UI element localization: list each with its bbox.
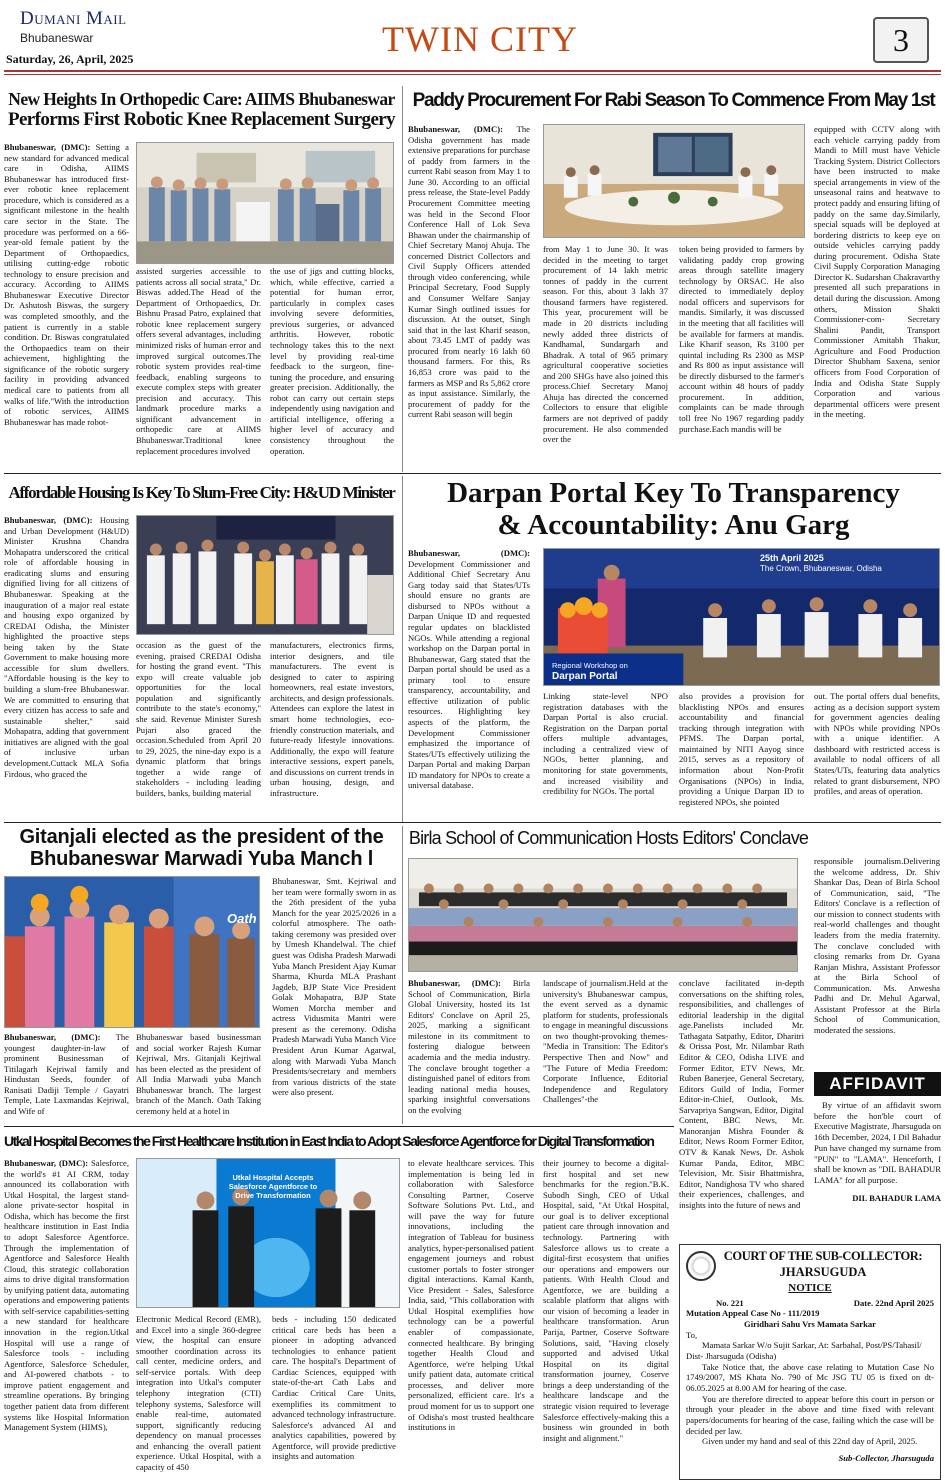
story5-banner-text: Oath (227, 911, 257, 926)
notice-case: Mutation Appeal Case No - 111/2019 (686, 1308, 820, 1319)
story6-column-4 (814, 856, 940, 1068)
story1-headline-line2: Performs First Robotic Knee Replacement Surgery (7, 109, 396, 130)
notice-court: COURT OF THE SUB-COLLECTOR: (723, 1249, 923, 1263)
notice-address: Mamata Sarkar W/o Sujit Sarkar, At: Sarbahal, Post/PS/Tahasil/ Dist- Jharsuguda (Odisha) (686, 1340, 922, 1361)
story5-headline-line2: Bhubaneswar Marwadi Yuba Manch l (29, 848, 374, 870)
story1-column-3 (270, 266, 394, 468)
story4-column-3 (679, 691, 804, 818)
story5-column-1 (4, 1032, 129, 1122)
story3-text-1: Housing and Urban Development (H&UD) Minister Krushna Chandra Mohapatra underscored the critical role of affordable housing in eradicating slums and ensuring dignified living for all citizens of Bhubaneswar. Speaking at the inauguration of a major real estate and housing expo organized by CREDAI Odisha, the Minister highlighted the proactive steps being taken by the State Government to make housing more accessible for slum dwellers. "Affordable housing is the key to building a slum-free Bhubaneswar. We are committed to ensuring that every citizen has access to safe and sustainable shelter," said Mohapatra, adding that government initiatives are aligned with the goal of inclusive urban development.Cuttack MLA Sofia Firdous, who graced the (4, 515, 129, 779)
story1-column-2 (136, 266, 261, 468)
story7-text-3: beds - including 150 dedicated critical care beds has been a pioneer in adopting advanced technologies to enhance patient care. The hospital's Department of Cardiac Sciences, equipped with state-of-the-art Cath Labs and Cardiac Critical Care Units, exemplifies its commitment to advanced technology infrastructure. Salesforce's advanced AI and analytics capabilities, powered by Agentforce, will provide predictive insights and automation (272, 1314, 396, 1462)
story2-column-3 (679, 244, 804, 468)
story3-text-2: occasion as the guest of the evening, praised CREDAI Odisha for hosting the grand event. "This expo will create valuable job opportunities for the local population and significantly contribute to the state's economy," she said. Revenue Minister Suresh Pujari also graced the occasion.Scheduled from April 20 to 29, 2025, the nine-day expo is a dynamic platform that brings together a wide range of stakeholders - including leading builders, banks, building material (136, 640, 261, 798)
story5-text-3: Bhubaneswar, Smt. Kejriwal and her team were formally sworn in as the 26th president of the yuba Manch for the year 2025/2026 in a colorful atmosphere. The oath-taking ceremony was presided over by Umesh Khandelwal. The chief guest was Odisha Pradesh Marwadi Yuba Manch President Ajay Kumar Sharma, Khurda MLA Prashant Jagdeb, BJP State Vice President Golak Mohapatra, BJP State Women Morcha member and actress Vidusmita Mantri were present as the ceremony. Odisha Pradesh Marwadi Yuba Manch Vice President Arun Kumar Agarwal, along with Marwadi Yuba Manch Presidents/secretary and members from various districts of the state were also present. (272, 876, 396, 1098)
notice-paragraph-1: Take Notice that, the above case relating to Mutation Case No 1749/2007, MS Khata No. 790 of Mc JSG TU 05 is fixed on dt-06.05.2025 at 8.00 AM for hearing of the case. (686, 1361, 934, 1393)
affidavit-signature: DIL BAHADUR LAMA (852, 1192, 941, 1203)
story7-text-2: Electronic Medical Record (EMR), and Excel into a single 360-degree view, the hospital can ensure smoother coordination across its call center, medicine orders, and self-service portals. With deep integration into Utkal's computer telephony integration (CTI) telephony systems, Salesforce will enable real-time, automated support, significantly reducing dependency on manual processes and enhancing the overall patient experience. Utkal Hospital, with a capacity of 450 (136, 1314, 261, 1472)
story4-column-4 (814, 691, 940, 818)
story6-text-1: Birla School of Communication, Birla Global University, hosted its 1st Editors' Conclave on April 25, 2025, marking a significant milestone in its commitment to fostering dialogue between academia and the media industry. The conclave brought together a distinguished panel of editors from leading national media houses, sparking insightful conversations on the evolving (408, 978, 530, 1115)
story2-column-4 (814, 124, 940, 468)
notice-number-row (686, 1298, 934, 1309)
story3-dateline: Bhubaneswar, (DMC): (4, 515, 93, 525)
notice-to: To, (686, 1329, 698, 1340)
story3-headline: Affordable Housing Is Key To Slum-Free City: H&UD Minister (8, 483, 395, 502)
court-seal-icon (686, 1251, 716, 1281)
story3-text-3: manufacturers, electronics firms, interior designers, and tile manufacturers. The event is designed to cater to aspiring homeowners, real estate investors, architects, and design professionals. Attendees can explore the latest in smart home technologies, eco-friendly construction materials, and future-ready lifestyle innovations. Additionally, the expo will feature interactive sessions, expert panels, and discussions on current trends in urban housing, design, and infrastructure. (270, 640, 394, 798)
page-number-box (873, 17, 929, 63)
story4-banner-title-1: Regional Workshop on (552, 661, 628, 670)
story4-photo-workshop (543, 548, 940, 686)
story5-dateline: Bhubaneswar, (DMC): (4, 1032, 101, 1042)
horizontal-divider-3 (4, 1126, 674, 1127)
story3-column-3 (270, 640, 394, 817)
story4-text-3: also provides a provision for blacklisting NPOs and ensures accountability and financial tracking through integration with PFMS. The Darpan portal, maintained by NITI Aayog since 2015, serves as a repository of information about Non-Profit Organisations (NPOs) in India, providing a Unique Darpan ID to registered NPOs, she pointed (679, 691, 804, 807)
story2-dateline: Bhubaneswar, (DMC): (408, 124, 503, 134)
story3-column-2 (136, 640, 261, 817)
story2-headline: Paddy Procurement For Rabi Season To Commence From May 1st (412, 90, 935, 111)
story7-headline: Utkal Hospital Becomes the First Healthcare Institution in East India to Adopt Salesforce Agentforce for Digital Transformation (4, 1133, 654, 1149)
story4-text-2: Linking state-level NPO registration databases with the Darpan Portal is also crucial. Registration on the Darpan portal offers multiple advantages, including a centralized view of NGOs, better planning, and monitoring for state governments, and increased visibility and credibility for NGOs. The portal (543, 691, 668, 797)
story6-photo-group (408, 858, 798, 972)
notice-number: No. 221 (716, 1297, 744, 1308)
story6-column-3 (679, 978, 804, 1234)
story1-text-1: Setting a new standard for advanced medical care in Odisha, AIIMS Bhubaneswar has introduced first-ever robotic knee replacement procedure, which is considered as a significant milestone in the health care sector in the State. The procedure was performed on a 66-year-old female patient by the Department of Orthopaedics, utilising cutting-edge robotic technology to ensure precision and accuracy. According to AIIMS Bhubaneswar Executive Director Dr. Ashutosh Biswas, the surgery was completed smoothly, and the patient is currently in a stable condition. Dr. Biswas congratulated the Orthopaedics team on their achievement, highlighting the significance of the robotic surgery facility in providing advanced medical care to patients from all walks of life."With the introduction of robotic services, AIIMS Bhubaneswar has made robot- (4, 142, 129, 427)
issue-date: Saturday, 26, April, 2025 (6, 52, 134, 66)
story7-text-5: their journey to become a digital-first hospital and set new benchmarks for the region."B.K. Subodh Singh, CEO of Utkal Hospital, said, "At Utkal Hospital, our goal is to deliver exceptional patient care through innovation and technology. Partnering with Salesforce allows us to create a digital-first ecosystem that unifies our operations and empowers our patients. With Health Cloud and Agentforce, we are building a scalable platform that aligns with our vision of becoming a leader in healthcare transformation. Arun Parija, Partner, Coserve Software Solutions, said, "Having closely supported and advised Utkal Hospital on its digital transformation journey, Coserve brings a deep understanding of the healthcare landscape and the strategic vision required to leverage Salesforce effectively-making this a business win grounded in both insight and alignment." (543, 1158, 669, 1443)
notice-paragraph-2: You are therefore directed to appear before this court in person or through your pleader in the above and time fixed with relevant papers/documents for hearing of the case, failing which the case will be decided per law. (686, 1393, 934, 1436)
story6-headline: Birla School of Communication Hosts Editors' Conclave (408, 828, 809, 848)
story4-dateline: Bhubaneswar, (DMC): (408, 548, 530, 558)
story3-photo-expo-inauguration (136, 515, 394, 635)
story2-photo-meeting (543, 124, 805, 238)
story5-text-2: Bhubaneswar based businessman and social worker Rajesh Kumar Kejriwal, Mrs. Gitanjali Kejriwal has been elected as the president of All India Marwadi yuba Manch Bhubaneswar branch. The largest branch of the Manch. Oath Taking ceremony held at a hotel in (136, 1032, 261, 1116)
story2-text-3: token being provided to farmers by validating paddy crop growing areas through satellite imagery technology by ORSAC. He also directed to immediately deploy nodal officers and supervisors for mandis. Similarly, it was discussed in the meeting that all facilities will be available for farmers at mandis. Like Kharif season, Rs 3100 per quintal including Rs 2300 as MSP and Rs 800 as input assistance will be directly disbursed to the farmer's account within 48 hours of paddy procurement. In addition, complaints can be made through toll free No 1967 regarding paddy purchase.Each mandis will be (679, 244, 804, 434)
masthead-rule-2 (4, 74, 941, 75)
notice-sign: Sub-Collector, Jharsuguda (838, 1452, 934, 1463)
masthead-rule (4, 70, 941, 72)
story1-column-1 (4, 142, 129, 468)
story1-dateline: Bhubaneswar, (DMC): (4, 142, 91, 152)
story4-banner-venue: The Crown, Bhubaneswar, Odisha (760, 564, 882, 573)
story4-banner-title-2: Darpan Portal (552, 671, 618, 682)
vertical-divider-1 (402, 86, 403, 472)
story1-text-3: the use of jigs and cutting blocks, which, while effective, carried a potential for human error, particularly in complex cases involving severe deformities, previous surgeries, or advanced arthritis. However, robotic technology takes this to the next level by providing real-time feedback to the surgeon, fine-tuning the procedure, and ensuring greater precision. Additionally, the robot can carry out certain steps independently using navigation and artificial intelligence, offering a higher level of accuracy and consistency throughout the operation. (270, 266, 394, 456)
story4-text-1: Development Commissioner and Additional Chief Secretary Anu Garg today said that States/UTs should ensure no grants are disbursed to NPOs without a Darpan Unique ID and requested regular updates on blacklisted NGOs. While attending a regional workshop on the Darpan portal in Bhubaneswar, Garg stated that the Darpan portal should be used as a primary tool to ensure transparency, accountability, and effective utilization of public resources. Highlighting key aspects of the platform, the Development Commissioner emphasized the importance of States/UTs effectively utilizing the Darpan Portal and making Darpan ID mandatory for NPOs to create a universal database. (408, 558, 530, 791)
story5-text-1: The youngest daughter-in-law of prominent Businessman of Titilagarh Kejriwal family and Hindustan Seeds, founder of Ranisati Dadiji Temple / Gayatri Temple, Late Laxmandas Kejriwal, and Wife of (4, 1032, 129, 1116)
story6-text-3: conclave facilitated in-depth conversations on the shifting roles, responsibilities, and challenges of editorial leadership in the digital age.Panelists included Mr. Tathagata Satpathy, Editor, Dharitri & Orissa Post, Mr. Nilambar Rath Editor & CEO, Odisha LIVE and Former Editor, ETV News, Mr. Ruben Banerjee, General Secretary, Editors Guild of India, Former Editor-in-Chief, Outlook, Ms. Sarvapriya Sangwan, Editor, Digital Content, BBC News, Mr. Manoranjan Mishra Founder & Editor, News Room Former Editor, OTV & Kanak News, Dr. Ashok Kumar Panda, Editor, MBC Television, Mr. Sisir Bhattmishra, Editor, Nandighosa TV who shared their experiences, challenges, and insights into the future of news and (679, 978, 804, 1210)
vertical-divider-2 (402, 476, 403, 822)
paper-city: Bhubaneswar (20, 31, 94, 45)
story4-headline-line2: & Accountability: Anu Garg (497, 509, 850, 541)
story7-banner-text: Utkal Hospital Accepts Salesforce Agentforce to Drive Transformation (228, 1173, 318, 1200)
story1-photo-surgery-team (136, 142, 394, 264)
story2-text-2: from May 1 to June 30. It was decided in the meeting to target procurement of 14 lakh metric tonnes of paddy in the current season. For this, about 3 lakh 37 thousand farmers have registered. This year, procurement will be made in 20 districts including newly added three districts of Kandhamal, Sundargarh and Bhadrak. A total of 965 primary agricultural cooperative societies and 200 SHGs have also joined this process.Chief Secretary Manoj Ahuja has directed the concerned Collectors to ensure that eligible farmers are not deprived of paddy procurement. He also commended over the (543, 244, 668, 445)
story6-column-1 (408, 978, 530, 1122)
story6-dateline: Bhubaneswar, (DMC): (408, 978, 501, 988)
story4-headline-line1: Darpan Portal Key To Transparency (447, 477, 900, 509)
story1-headline-line1: New Heights In Orthopedic Care: AIIMS Bhubaneswar (8, 89, 395, 109)
story4-column-2 (543, 691, 668, 818)
vertical-divider-3 (402, 826, 403, 1124)
story7-column-3 (272, 1314, 396, 1480)
story3-column-1 (4, 515, 129, 817)
horizontal-divider-2 (4, 822, 941, 823)
notice-place: JHARSUGUDA (779, 1264, 867, 1279)
notice-paragraph-3: Given under my hand and seal of this 22nd day of April, 2025. (702, 1436, 918, 1447)
story5-column-2 (136, 1032, 261, 1122)
story1-text-2: assisted surgeries accessible to patients across all social strata," Dr. Biswas added.The Head of the Department of Orthopaedics, Dr. Bishnu Prasad Patro, explained that robotic knee replacement surgery offers several advantages, including minimized risks of human error and improved surgical outcomes.The robotic system provides real-time feedback, enabling surgeons to execute complex steps with greater precision and accuracy. This landmark procedure marks a significant advancement in orthopedic care at AIIMS Bhubaneswar.Traditional knee replacement procedures involved (136, 266, 261, 456)
story2-column-1 (408, 124, 530, 468)
story2-text-1: The Odisha government has made extensive preparations for purchase of paddy from farmers in the current Rabi season from May 1 to June 30. According to an official press release, the State-level Paddy Procurement Committee meeting was held in the Second Floor Conference Hall of Lok Seva Bhawan under the chairmanship of Chief Secretary Manoj Ahuja. The concerned District Collectors and Civil Supply Officers attended through video conferencing, while Principal Secretary, Food Supply and Consumer Welfare Sanjay Kumar Singh outlined issues for discussion. At the outset, Singh said that in the last Kharif season, about 73.45 LMT of paddy was procured from nearly 16 lakh 60 thousand farmers. For this, Rs 16,853 crore was paid to the farmers as MSP and Rs 5,862 crore as input assistance. Similarly, the procurement of paddy for the current Rabi season will begin (408, 124, 530, 420)
court-notice-box (679, 1244, 941, 1480)
story7-column-5 (543, 1158, 669, 1480)
page-number: 3 (893, 22, 909, 58)
notice-heading: NOTICE (788, 1282, 832, 1294)
story7-text-4: to elevate healthcare services. This implementation is being led in collaboration with Salesforce Consulting Partner, Coserve Software Solutions Pvt. Ltd., and will pave the way for future innovations, including the integration of Tableau for business analytics, hyper-personalised patient engagement journeys and robust customer portals to foster stronger digital interactions. Kamal Kanth, Vice President - Sales, Salesforce India, said, "This collaboration with Utkal Hospital exemplifies how technology can be a powerful enabler of compassionate, connected healthcare. By bringing together Health Cloud and Agentforce, we're helping Utkal unify patient data, automate critical processes, and deliver more personalized, efficient care. It's a proud moment for us to support one of Odisha's most trusted healthcare institutions in (408, 1158, 534, 1433)
story6-column-2 (543, 978, 668, 1122)
story2-column-2 (543, 244, 668, 468)
story7-dateline: Bhubaneswar, (DMC): (4, 1158, 89, 1168)
section-title: TWIN CITY (382, 19, 578, 59)
paper-name: Dumani Mail (20, 8, 127, 29)
story4-text-4: out. The portal offers dual benefits, acting as a decision support system for government agencies dealing with NPOs while providing NPOs with a unique identifier. A dashboard with restricted access is available to nodal officers of all States/UTs, featuring data analytics related to grant disbursement, NPO profiles, and areas of operation. (814, 691, 940, 797)
story7-photo-launch (136, 1158, 400, 1308)
horizontal-divider-1 (4, 473, 941, 474)
story7-column-1 (4, 1158, 129, 1480)
story5-column-3 (272, 876, 396, 1122)
story5-photo-oath-ceremony (4, 876, 260, 1028)
story7-column-4 (408, 1158, 534, 1480)
story7-text-1: Salesforce, the world's #1 AI CRM, today announced its collaboration with Utkal Hospital, the largest stand-alone private-sector hospital in Odisha, which has become the first healthcare institution in East India to adopt Salesforce Agentforce. Through the implementation of Agentforce and Salesforce Health Cloud, this strategic collaboration aims to drive digital transformation by unifying patient data, automating operations and empowering patients with self-service capabilities-setting a new standard for healthcare innovation in the region.Utkal Hospital will use a range of Salesforce tools - including Agentforce, Salesforce Scheduler, and AI-powered chatbots - to improve patient engagement and streamline operations. By bringing together patient data from different systems like Hospital Information Management System (HIMS), (4, 1158, 129, 1433)
masthead (0, 0, 945, 86)
affidavit-heading: AFFIDAVIT (814, 1072, 941, 1096)
notice-date: Date. 22nd April 2025 (853, 1297, 934, 1308)
story6-text-2: landscape of journalism.Held at the university's Bhubaneswar campus, the event served as a dynamic platform for students, professionals to engage in meaningful discussions on two thought-provoking themes- "Media in Transition: The Editor's Perspective Then and Now" and "The Future of Media Freedom: Corporate Influence, Editorial Independence and Regulatory Challenges"-the (543, 978, 668, 1105)
affidavit-box (814, 1072, 941, 1236)
story4-column-1 (408, 548, 530, 818)
notice-parties: Giridhari Sahu Vrs Mamata Sarkar (744, 1318, 876, 1329)
story6-text-4: responsible journalism.Delivering the welcome address, Dr. Shiv Shankar Das, Dean of Birla School of Communication, said, "The Editors' Conclave is a reflection of our mission to connect students with real-world challenges and thought leaders from the media fraternity. The conclave concluded with closing remarks from Dr. Gyana Ranjan Mishra, Assistant Professor at the Birla School of Communication. Ms. Anwesha Padhi and Dr. Mehul Agarwal, Assistant Professor at the Birla School of Communication, moderated the sessions. (814, 856, 940, 1035)
story5-headline-line1: Gitanjali elected as the president of the (19, 826, 384, 848)
story4-banner-date: 25th April 2025 (760, 553, 824, 563)
story2-text-4: equipped with CCTV along with each vehicle carrying paddy from Mandi to Mill must have Vehicle Tracking System. District Collectors have been instructed to make special arrangements in view of the unseasonal rains and heatwave to protect paddy and ensuring lifting of paddy on the same day.Similarly, special squads will be deployed at bordering districts to keep eye on outside vehicles carrying paddy during procurement. Odisha State Civil Supply Corporation Managing Director K. Sudarshan Chakravarthy presented all such preparations in detail during the discussion. Among others, Mission Shakti Commissioner-com- Secretary Shalini Pandit, Transport Commissioner Amitabh Thakur, Agriculture and Food Production Director Shubham Saxena, senior officers from Food Corporation of India and Odisha State Supply Corporation and various departmental officers were present in the meeting. (814, 124, 940, 420)
story7-column-2 (136, 1314, 261, 1480)
affidavit-body: By virtue of an affidavit sworn before the hon'ble court of Executive Magistrate, Jharsuguda on 16th December, 2024, I Dil Bahadur Pun have changed my surname from "PUN" to "LAMA". Henceforth, I shall be known as "DIL BAHADUR LAMA" for all purpose. (814, 1100, 941, 1186)
